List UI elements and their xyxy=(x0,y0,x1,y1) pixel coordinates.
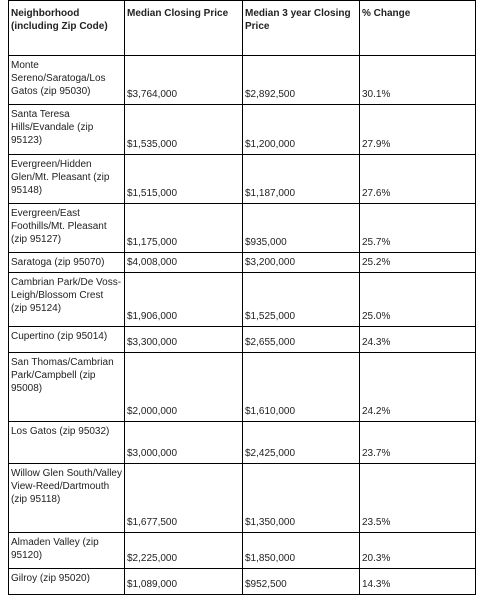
percent-change-cell: 27.9% xyxy=(360,105,476,155)
percent-change-cell: 14.3% xyxy=(360,569,476,595)
percent-change-cell: 30.1% xyxy=(360,56,476,105)
neighborhood-cell: Evergreen/East Foothills/Mt. Pleasant (zip 95127) xyxy=(9,204,125,253)
median-closing-price-cell: $1,906,000 xyxy=(125,273,243,327)
table-row xyxy=(9,155,476,204)
percent-change-cell: 27.6% xyxy=(360,155,476,204)
median-3-year-price-cell: $2,425,000 xyxy=(243,422,360,464)
neighborhood-cell: San Thomas/Cambrian Park/Campbell (zip 95008) xyxy=(9,353,125,422)
neighborhood-cell: Evergreen/Hidden Glen/Mt. Pleasant (zip 95148) xyxy=(9,155,125,204)
neighborhood-cell: Santa Teresa Hills/Evandale (zip 95123) xyxy=(9,105,125,155)
header-row xyxy=(9,1,476,56)
percent-change-cell: 25.0% xyxy=(360,273,476,327)
table-row xyxy=(9,353,476,422)
median-closing-price-cell: $1,175,000 xyxy=(125,204,243,253)
median-closing-price-cell: $4,008,000 xyxy=(125,253,243,273)
median-closing-price-cell: $1,535,000 xyxy=(125,105,243,155)
percent-change-cell: 23.5% xyxy=(360,464,476,533)
percent-change-cell: 23.7% xyxy=(360,422,476,464)
table-row xyxy=(9,273,476,327)
table-row xyxy=(9,327,476,353)
header-neighborhood: Neighborhood (including Zip Code) xyxy=(9,1,125,56)
percent-change-cell: 20.3% xyxy=(360,533,476,569)
header-median-3-year-closing-price: Median 3 year Closing Price xyxy=(243,1,360,56)
neighborhood-cell: Monte Sereno/Saratoga/Los Gatos (zip 95030) xyxy=(9,56,125,105)
median-closing-price-cell: $1,677,500 xyxy=(125,464,243,533)
percent-change-cell: 24.3% xyxy=(360,327,476,353)
table-row xyxy=(9,533,476,569)
price-change-table xyxy=(8,0,476,595)
median-closing-price-cell: $3,000,000 xyxy=(125,422,243,464)
neighborhood-cell: Cupertino (zip 95014) xyxy=(9,327,125,353)
median-closing-price-cell: $1,515,000 xyxy=(125,155,243,204)
median-closing-price-cell: $1,089,000 xyxy=(125,569,243,595)
neighborhood-cell: Willow Glen South/Valley View-Reed/Dartmouth (zip 95118) xyxy=(9,464,125,533)
neighborhood-cell: Cambrian Park/De Voss-Leigh/Blossom Crest (zip 95124) xyxy=(9,273,125,327)
median-closing-price-cell: $2,000,000 xyxy=(125,353,243,422)
header-median-closing-price: Median Closing Price xyxy=(125,1,243,56)
median-3-year-price-cell: $2,892,500 xyxy=(243,56,360,105)
median-closing-price-cell: $3,300,000 xyxy=(125,327,243,353)
table-row xyxy=(9,422,476,464)
median-3-year-price-cell: $2,655,000 xyxy=(243,327,360,353)
median-3-year-price-cell: $1,187,000 xyxy=(243,155,360,204)
table-row xyxy=(9,56,476,105)
percent-change-cell: 25.2% xyxy=(360,253,476,273)
table-row xyxy=(9,105,476,155)
median-3-year-price-cell: $952,500 xyxy=(243,569,360,595)
neighborhood-cell: Almaden Valley (zip 95120) xyxy=(9,533,125,569)
median-3-year-price-cell: $1,350,000 xyxy=(243,464,360,533)
neighborhood-cell: Gilroy (zip 95020) xyxy=(9,569,125,595)
neighborhood-cell: Saratoga (zip 95070) xyxy=(9,253,125,273)
table-row xyxy=(9,204,476,253)
median-closing-price-cell: $2,225,000 xyxy=(125,533,243,569)
median-3-year-price-cell: $1,850,000 xyxy=(243,533,360,569)
table-row xyxy=(9,253,476,273)
median-closing-price-cell: $3,764,000 xyxy=(125,56,243,105)
median-3-year-price-cell: $1,200,000 xyxy=(243,105,360,155)
median-3-year-price-cell: $3,200,000 xyxy=(243,253,360,273)
median-3-year-price-cell: $1,610,000 xyxy=(243,353,360,422)
median-3-year-price-cell: $935,000 xyxy=(243,204,360,253)
table-row xyxy=(9,569,476,595)
header-percent-change: % Change xyxy=(360,1,476,56)
table-row xyxy=(9,464,476,533)
percent-change-cell: 24.2% xyxy=(360,353,476,422)
neighborhood-cell: Los Gatos (zip 95032) xyxy=(9,422,125,464)
median-3-year-price-cell: $1,525,000 xyxy=(243,273,360,327)
percent-change-cell: 25.7% xyxy=(360,204,476,253)
